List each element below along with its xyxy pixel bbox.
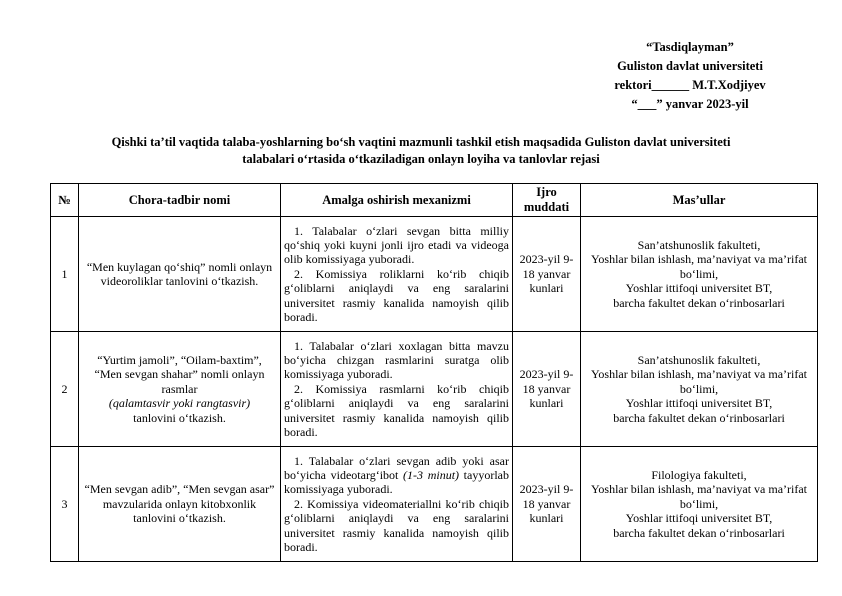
mechanism-step-1: 1. Talabalar o‘zlari xoxlagan bitta mavzu bo‘yicha chizgan rasmlarini suratga olib komissiyaga yuboradi. xyxy=(284,338,509,382)
event-name-text: tanlovini o‘tkazish. xyxy=(133,410,226,425)
approval-line: rektori______ M.T.Xodjiyev xyxy=(614,78,766,92)
responsible-line: Yoshlar bilan ishlash, ma’naviyat va ma’rifat bo‘limi, xyxy=(590,367,808,396)
title-line: talabalari o‘rtasida o‘tkaziladigan onlayn loyiha va tanlovlar rejasi xyxy=(242,152,600,166)
responsible-line: Yoshlar ittifoqi universitet BT, xyxy=(625,396,773,411)
duration-note: (1-3 minut) xyxy=(403,467,460,482)
mechanism-step-1: 1. Talabalar o‘zlari sevgan adib yoki asar bo‘yicha videotarg‘ibot (1-3 minut) tayyorlab komissiyaga yuboradi. xyxy=(284,453,509,497)
responsible-line: San’atshunoslik fakulteti, xyxy=(637,237,761,252)
table-row xyxy=(51,332,818,447)
title-line: Qishki ta’til vaqtida talaba-yoshlarning bo‘sh vaqtini mazmunli tashkil etish maqsadida Guliston davlat universiteti xyxy=(111,135,731,149)
event-name xyxy=(79,332,281,447)
mechanism-step-1: 1. Talabalar o‘zlari sevgan bitta milliy qo‘shiq yoki kuyni jonli ijro etadi va videoga olib komissiyaga yuboradi. xyxy=(284,223,509,267)
responsible-cell xyxy=(581,332,818,447)
mechanism-cell xyxy=(281,447,513,562)
mechanism-step-2: 2. Komissiya rasmlarni ko‘rib chiqib g‘oliblarni aniqlaydi va eng saralarini universitet rasmiy kanalida namoyish qilib boradi. xyxy=(284,381,509,440)
event-name-italic: (qalamtasvir yoki rangtasvir) xyxy=(108,396,251,411)
mechanism-step-2: 2. Komissiya roliklarni ko‘rib chiqib g‘oliblarni aniqlaydi va eng saralarini universitet rasmiy kanalida namoyish qilib boradi. xyxy=(284,266,509,325)
responsible-cell xyxy=(581,447,818,562)
responsible-line: barcha fakultet dekan o‘rinbosarlari xyxy=(613,410,785,425)
table-header-row xyxy=(51,184,818,217)
responsible-cell xyxy=(581,217,818,332)
approval-line: Guliston davlat universiteti xyxy=(617,59,763,73)
mechanism-step-2: 2. Komissiya videomateriallni ko‘rib chiqib g‘oliblarni aniqlaydi va eng saralarini universitet rasmiy kanalida namoyish qilib boradi. xyxy=(284,496,509,555)
mechanism-cell xyxy=(281,332,513,447)
table-row xyxy=(51,447,818,562)
responsible-line: barcha fakultet dekan o‘rinbosarlari xyxy=(613,525,785,540)
responsible-line: San’atshunoslik fakulteti, xyxy=(637,352,761,367)
row-number: 1 xyxy=(51,217,79,332)
responsible-line: Yoshlar ittifoqi universitet BT, xyxy=(625,511,773,526)
duration-cell: 2023-yil 9-18 yanvar kunlari xyxy=(513,447,581,562)
duration-cell: 2023-yil 9-18 yanvar kunlari xyxy=(513,332,581,447)
header-name: Chora-tadbir nomi xyxy=(79,184,281,217)
header-duration: Ijro muddati xyxy=(513,184,581,217)
responsible-line: Yoshlar bilan ishlash, ma’naviyat va ma’rifat bo‘limi, xyxy=(590,252,808,281)
event-name xyxy=(79,447,281,562)
approval-block xyxy=(560,38,820,114)
header-num: № xyxy=(51,184,79,217)
header-mechanism: Amalga oshirish mexanizmi xyxy=(281,184,513,217)
event-name xyxy=(79,217,281,332)
approval-line: “Tasdiqlayman” xyxy=(646,40,734,54)
row-number: 3 xyxy=(51,447,79,562)
event-name-text: “Men sevgan adib”, “Men sevgan asar” mavzularida onlayn kitobxonlik tanlovini o‘tkazish. xyxy=(84,482,275,526)
responsible-line: Yoshlar bilan ishlash, ma’naviyat va ma’rifat bo‘limi, xyxy=(590,482,808,511)
event-name-text: “Yurtim jamoli”, “Oilam-baxtim”, “Men sevgan shahar” nomli onlayn rasmlar xyxy=(94,352,265,396)
mechanism-cell xyxy=(281,217,513,332)
plan-table xyxy=(50,183,818,562)
document-title xyxy=(40,134,802,168)
duration-cell: 2023-yil 9-18 yanvar kunlari xyxy=(513,217,581,332)
header-responsible: Mas’ullar xyxy=(581,184,818,217)
table-row xyxy=(51,217,818,332)
row-number: 2 xyxy=(51,332,79,447)
responsible-line: Filologiya fakulteti, xyxy=(651,467,747,482)
event-name-text: “Men kuylagan qo‘shiq” nomli onlayn videoroliklar tanlovini o‘tkazish. xyxy=(86,259,273,288)
responsible-line: barcha fakultet dekan o‘rinbosarlari xyxy=(613,295,785,310)
approval-line: “___” yanvar 2023-yil xyxy=(631,97,749,111)
responsible-line: Yoshlar ittifoqi universitet BT, xyxy=(625,281,773,296)
